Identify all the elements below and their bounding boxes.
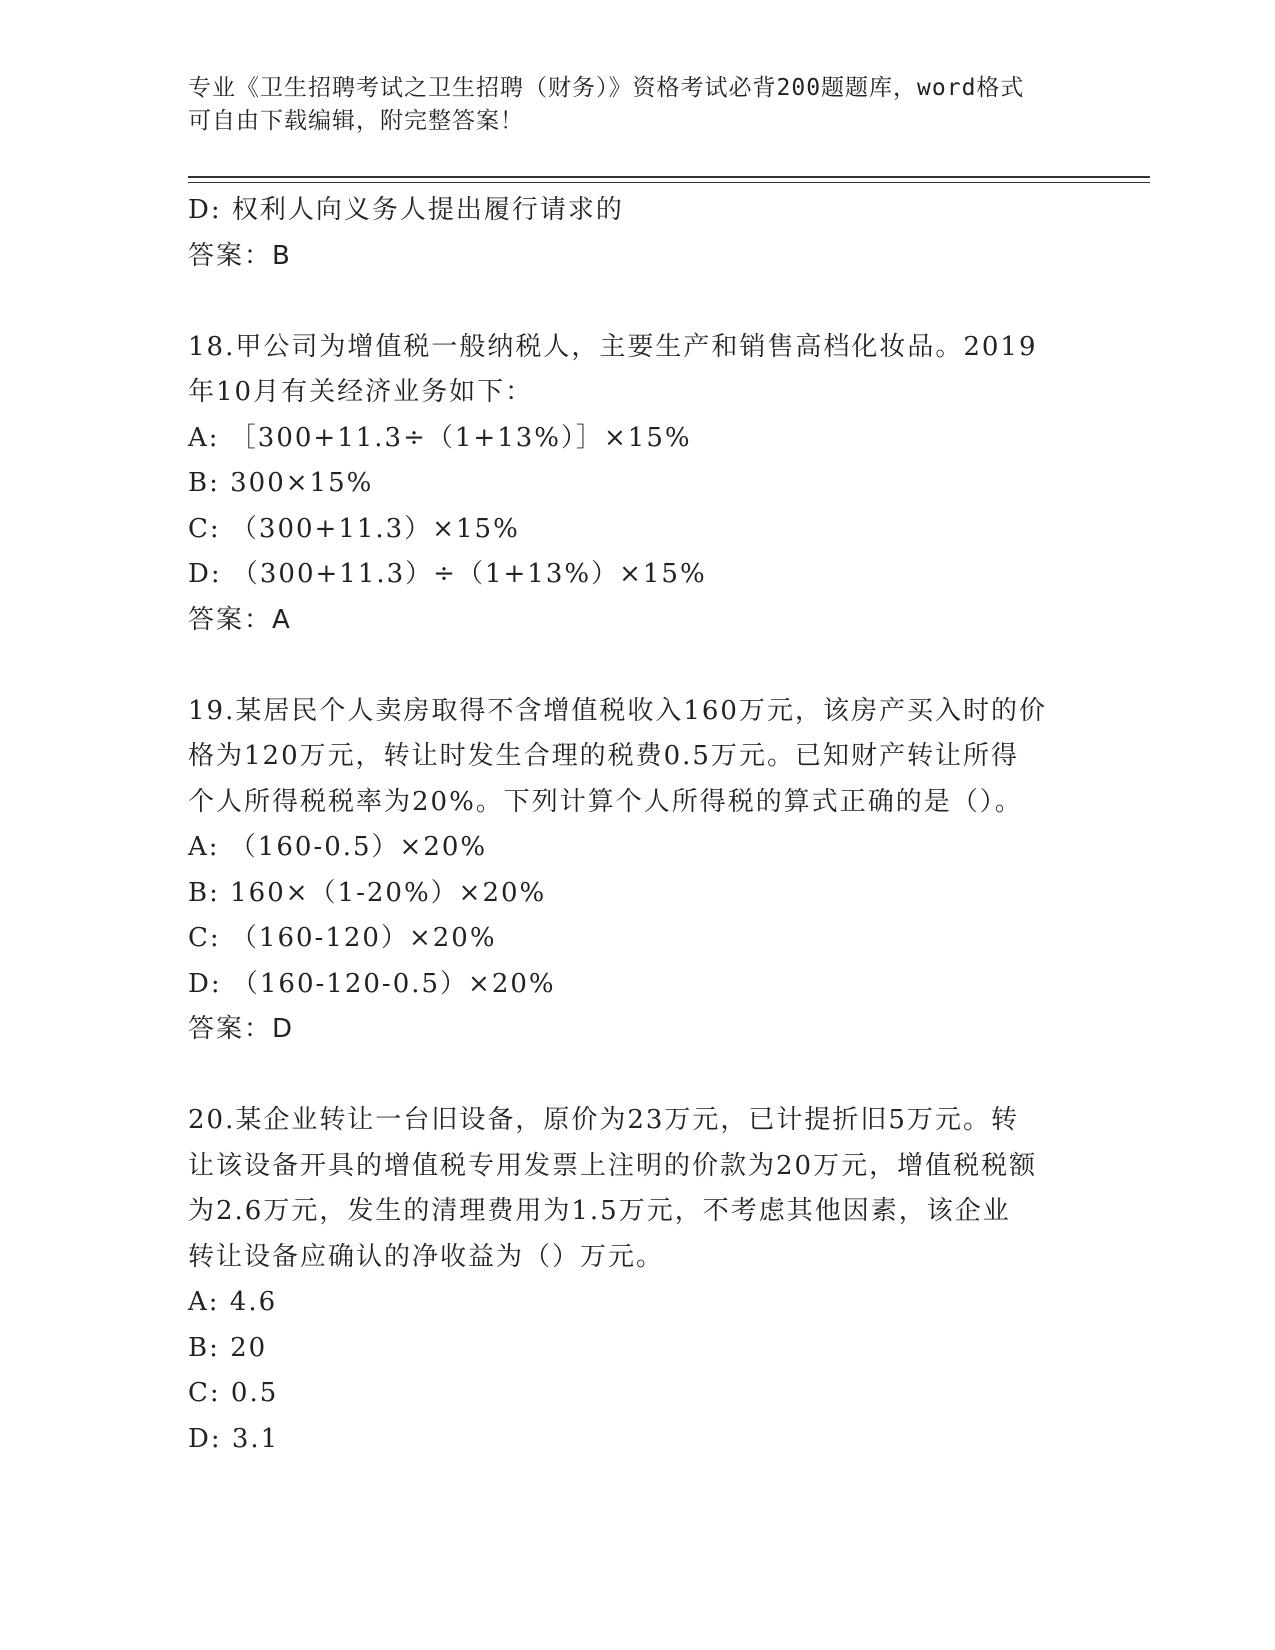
question-content [188,188,1088,1462]
q18-option-d: D: （300+11.3）÷（1+13%）×15% [188,559,707,589]
header-line-1: 专业《卫生招聘考试之卫生招聘（财务）》资格考试必背200题题库，word格式 [188,75,1025,101]
q20-option-a: A: 4.6 [188,1287,278,1317]
document-header [188,72,1068,138]
q20-stem-line-1: 20.某企业转让一台旧设备，原价为23万元，已计提折旧5万元。转 [188,1105,1019,1135]
q18-answer: 答案：A [188,604,292,635]
q18-stem-line-2: 年10月有关经济业务如下： [188,377,534,407]
question-20-block [188,1098,1088,1462]
q19-option-a: A: （160-0.5）×20% [188,832,488,862]
q18-option-a: A: ［300+11.3÷（1+13%）］×15% [188,422,692,453]
q17-answer: 答案：B [188,240,292,271]
q19-option-d: D: （160-120-0.5）×20% [188,968,556,999]
q19-stem-line-3: 个人所得税税率为20%。下列计算个人所得税的算式正确的是（）。 [188,786,1023,817]
q17-option-d: D: 权利人向义务人提出履行请求的 [188,195,624,225]
q20-option-c: C: 0.5 [188,1378,279,1408]
header-divider-thin [188,182,1150,183]
q20-option-b: B: 20 [188,1332,268,1363]
q20-option-d: D: 3.1 [188,1423,280,1454]
q18-option-b: B: 300×15% [188,468,374,498]
spacer [188,279,1088,325]
q19-stem-line-1: 19.某居民个人卖房取得不含增值税收入160万元，该房产买入时的价 [188,695,1047,726]
q19-option-b: B: 160×（1-20%）×20% [188,877,547,908]
spacer [188,1053,1088,1099]
question-17-block [188,188,1088,279]
spacer [188,643,1088,689]
q19-option-c: C: （160-120）×20% [188,923,497,953]
q18-stem-line-1: 18.甲公司为增值税一般纳税人，主要生产和销售高档化妆品。2019 [188,331,1038,362]
header-line-2: 可自由下载编辑，附完整答案！ [188,108,524,134]
q19-answer: 答案：D [188,1014,295,1044]
q20-stem-line-3: 为2.6万元，发生的清理费用为1.5万元，不考虑其他因素，该企业 [188,1196,1011,1226]
header-divider-thick [188,176,1150,178]
q20-stem-line-4: 转让设备应确认的净收益为（）万元。 [188,1241,665,1272]
question-19-block [188,689,1088,1053]
q18-option-c: C: （300+11.3）×15% [188,513,520,544]
q19-stem-line-2: 格为120万元，转让时发生合理的税费0.5万元。已知财产转让所得 [188,741,1019,771]
q20-stem-line-2: 让该设备开具的增值税专用发票上注明的价款为20万元，增值税税额 [188,1150,1038,1181]
question-18-block [188,325,1088,644]
